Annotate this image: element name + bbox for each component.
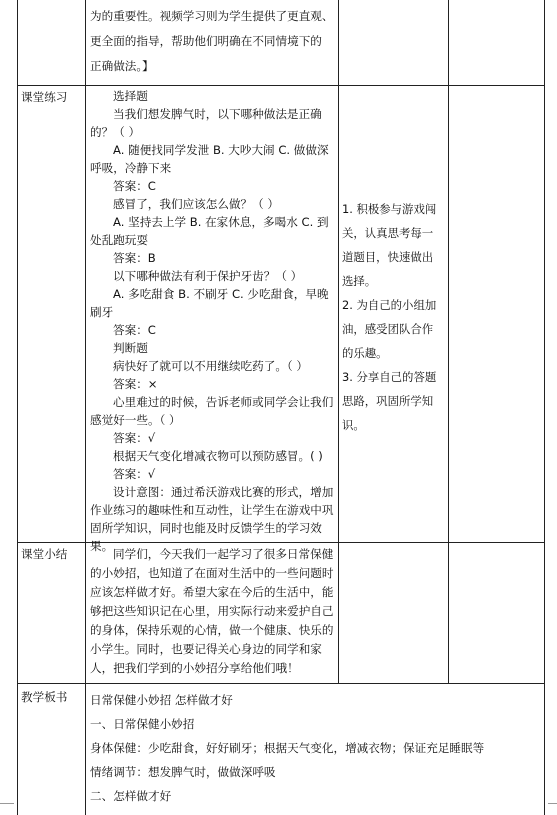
summary-label: 课堂小结 [21, 547, 68, 561]
board-label: 教学板书 [21, 690, 68, 704]
column-divider-2 [338, 0, 339, 683]
practice-paragraph: 感冒了，我们应该怎么做？（ ） [113, 197, 279, 211]
board-line: 日常保健小妙招 怎样做才好 [90, 693, 233, 707]
practice-paragraph: A. 坚持去上学 B. 在家休息，多喝水 C. 到处乱跑玩耍 [90, 215, 329, 247]
crop-mark-bottom-left [0, 803, 14, 804]
row-divider-1 [17, 85, 545, 86]
board-line: 二、怎样做才好 [90, 789, 172, 803]
row-divider-3 [17, 683, 545, 684]
table-border-left [17, 0, 18, 815]
top-row-text [90, 4, 334, 79]
practice-paragraph: 答案：C [113, 323, 156, 337]
practice-paragraph: 答案：√ [113, 467, 156, 481]
top-row-line: 更全面的指导，帮助他们明确在不同情境下的 [90, 34, 322, 48]
practice-content [90, 87, 334, 555]
practice-paragraph: 答案：√ [113, 431, 156, 445]
board-line: 一、日常保健小妙招 [90, 717, 195, 731]
practice-paragraph: 答案：B [113, 251, 156, 265]
summary-paragraph: 同学们，今天我们一起学习了很多日常保健的小妙招，也知道了在面对生活中的一些问题时应该怎样做才好。希望大家在今后的生活中，能够把这些知识记在心里，用实际行动来爱护自己的身体，保持乐观的心情，做一个健康、快乐的小学生。同时，也要记得关心身边的同学和家人，把我们学到的小妙招分享给他们哦！ [90, 547, 334, 675]
practice-paragraph: 心里难过的时候，告诉老师或同学会让我们感觉好一些。（ ） [90, 395, 334, 427]
activity-item: 2. 为自己的小组加油，感受团队合作的乐趣。 [342, 298, 437, 360]
practice-paragraph: 根据天气变化增减衣物可以预防感冒。( ) [113, 449, 323, 463]
crop-mark-bottom-right [548, 803, 557, 804]
student-activity [342, 197, 444, 437]
activity-item: 1. 积极参与游戏闯关，认真思考每一道题目，快速做出选择。 [342, 202, 437, 288]
practice-paragraph: 判断题 [113, 341, 148, 355]
practice-label: 课堂练习 [21, 90, 68, 104]
board-content [90, 688, 540, 808]
top-row-line: 正确做法。】 [90, 59, 154, 73]
practice-paragraph: 设计意图：通过希沃游戏比赛的形式，增加作业练习的趣味性和互动性，让学生在游戏中巩固所学知识，同时也能及时反馈学生的学习效果。 [90, 485, 334, 553]
summary-content [90, 545, 334, 678]
practice-paragraph: 当我们想发脾气时，以下哪种做法是正确的？（ ） [90, 107, 322, 139]
practice-paragraph: 以下哪种做法有利于保护牙齿？（ ） [113, 269, 303, 283]
practice-paragraph: 答案：× [113, 377, 158, 391]
table-border-right [544, 0, 545, 815]
practice-paragraph: 答案：C [113, 179, 156, 193]
practice-paragraph: A. 随便找同学发泄 B. 大吵大闹 C. 做做深呼吸，冷静下来 [90, 143, 329, 175]
top-row-line: 为的重要性。视频学习则为学生提供了更直观、 [90, 9, 334, 23]
practice-paragraph: 选择题 [113, 89, 148, 103]
activity-item: 3. 分享自己的答题思路，巩固所学知识。 [342, 370, 437, 432]
column-divider-1 [85, 0, 86, 683]
column-divider-3 [448, 0, 449, 683]
practice-paragraph: 病快好了就可以不用继续吃药了。（ ） [113, 359, 308, 373]
column-divider-1-lower [85, 683, 86, 815]
board-line: 身体保健：少吃甜食，好好刷牙；根据天气变化，增减衣物；保证充足睡眠等 [90, 741, 485, 755]
practice-paragraph: A. 多吃甜食 B. 不刷牙 C. 少吃甜食，早晚刷牙 [90, 287, 329, 319]
board-line: 情绪调节：想发脾气时，做做深呼吸 [90, 765, 276, 779]
